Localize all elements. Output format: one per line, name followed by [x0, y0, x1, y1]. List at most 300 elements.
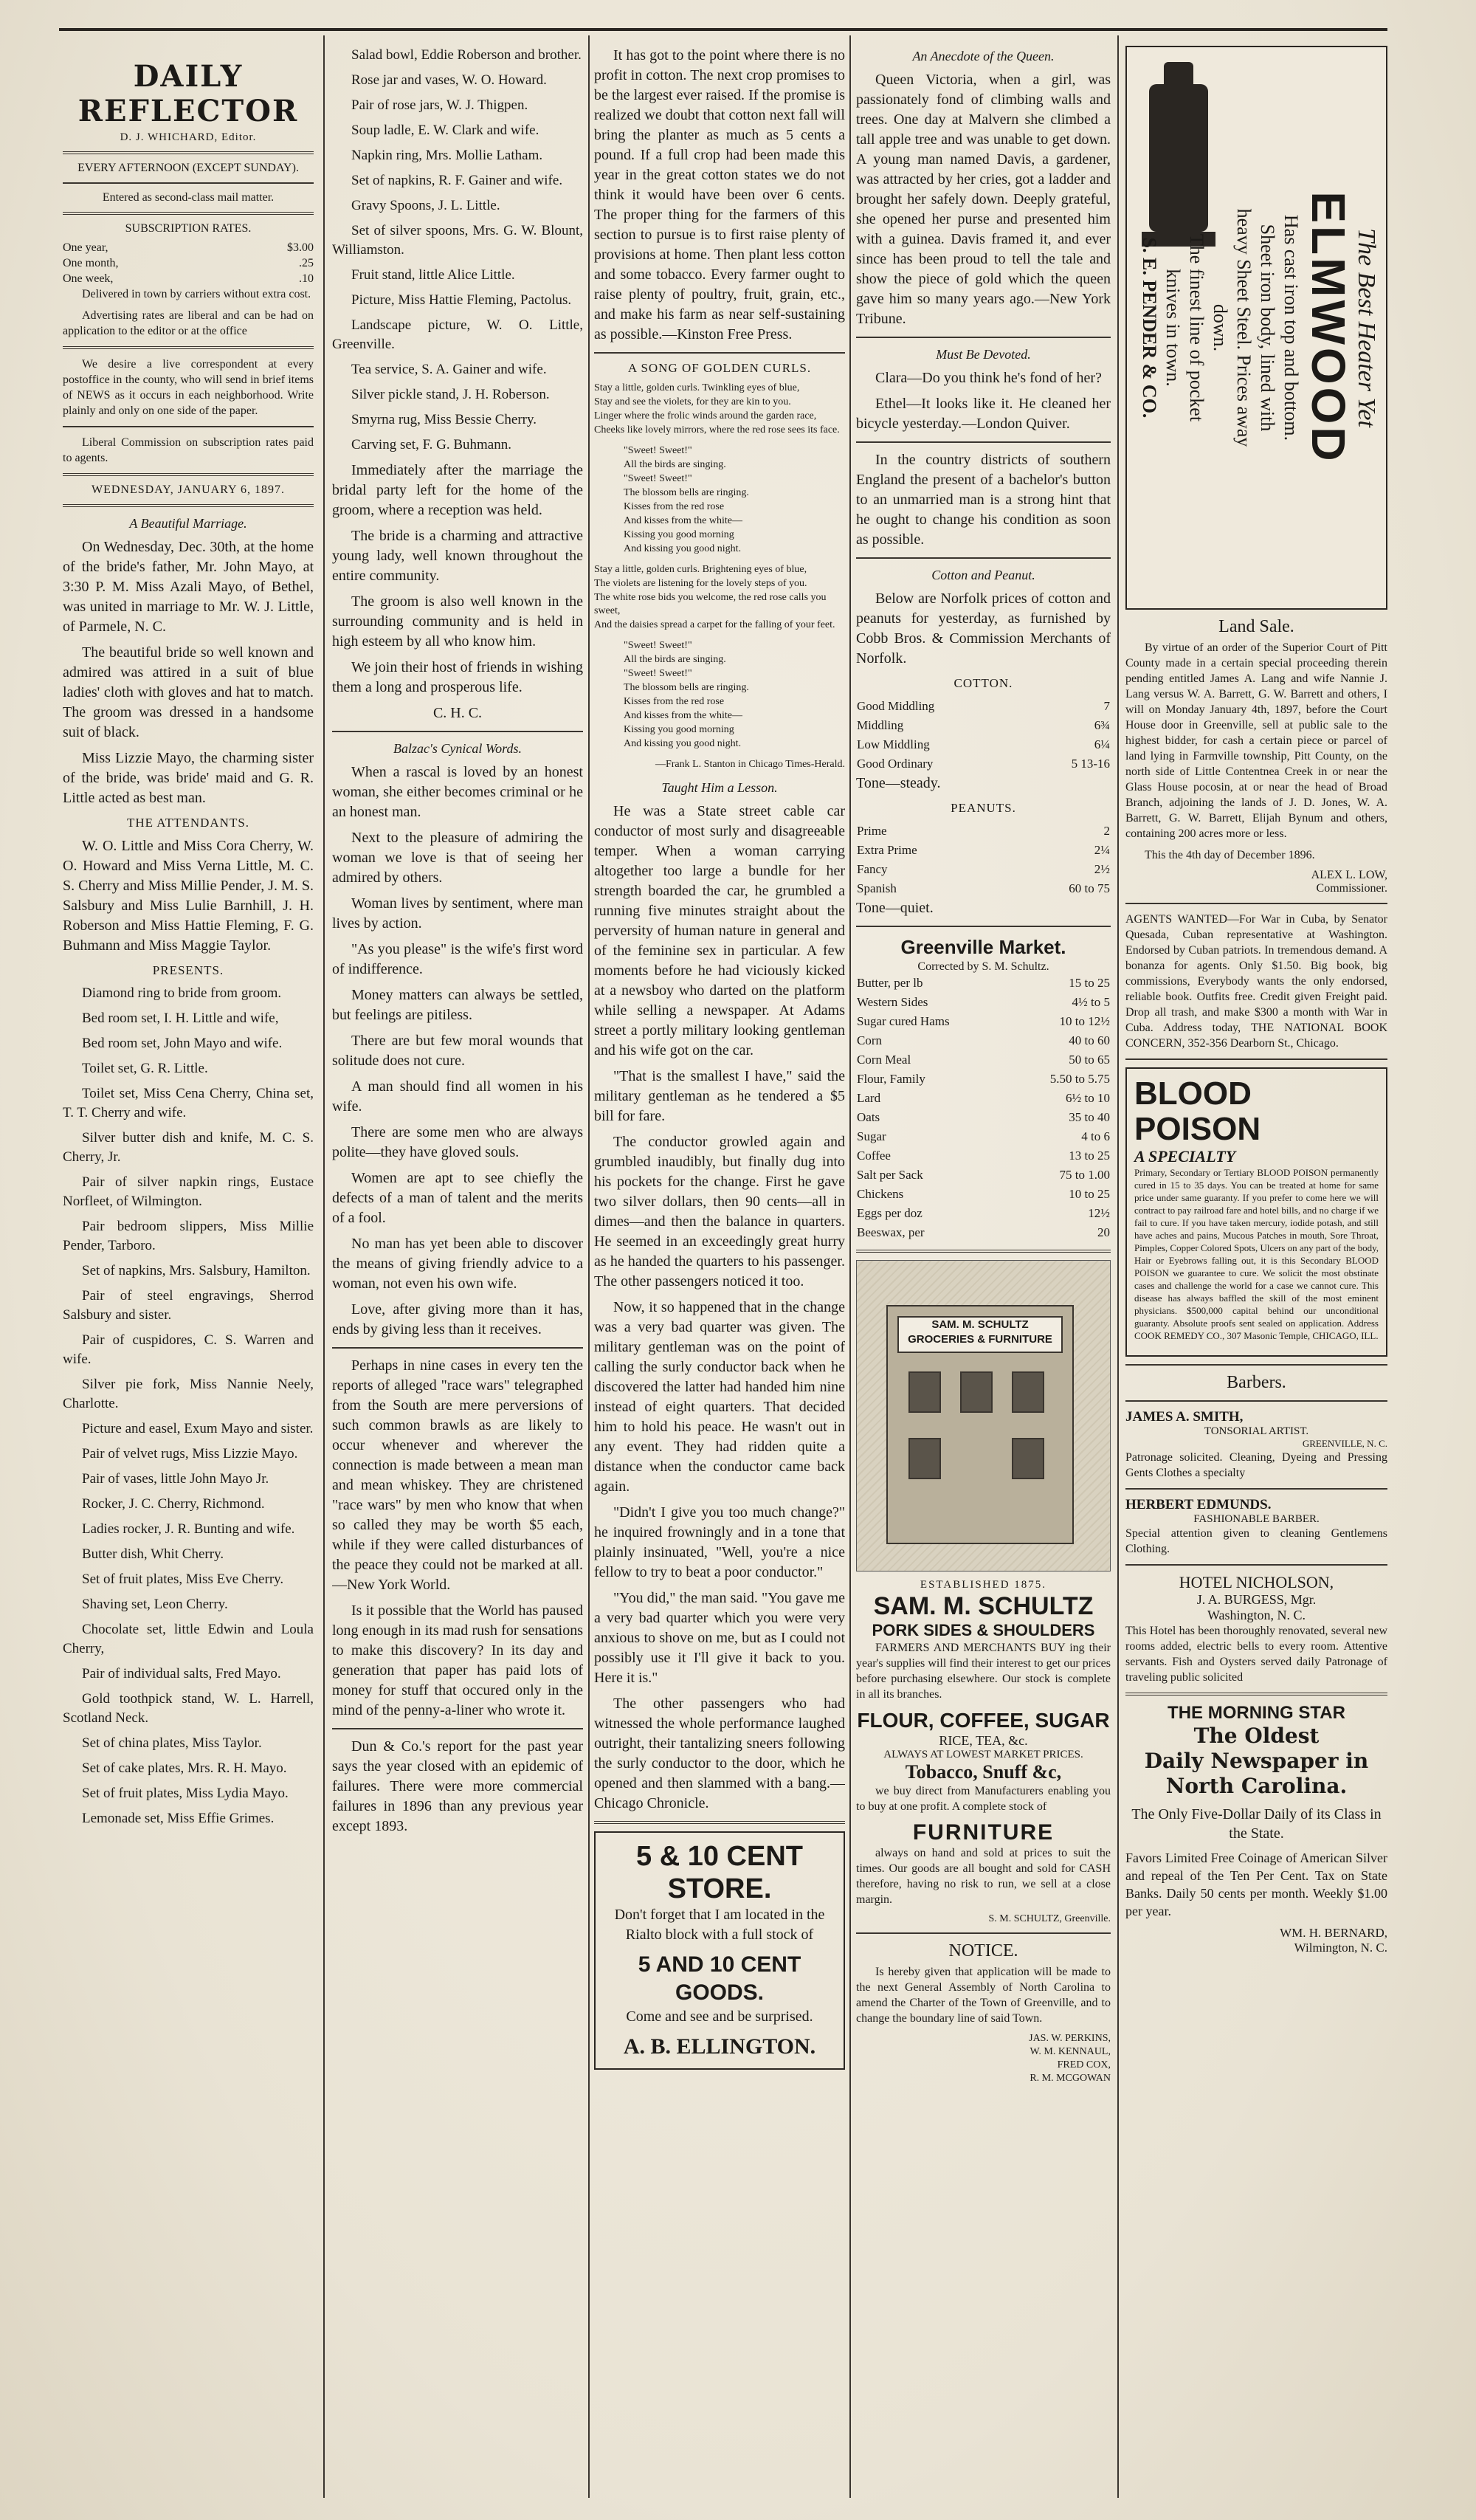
present-item: Shaving set, Leon Cherry. — [82, 1597, 228, 1612]
elmwood-line: The finest line of pocket — [1186, 233, 1207, 422]
price-row — [856, 879, 1111, 898]
store-sign: SAM. M. SCHULTZ GROCERIES & FURNITURE — [897, 1316, 1063, 1353]
price-label: Oats — [857, 1110, 880, 1124]
price-label: Coffee — [857, 1149, 891, 1163]
present-item: Soup ladle, E. W. Clark and wife. — [351, 123, 539, 138]
schultz-sign: S. M. SCHULTZ, Greenville. — [988, 1913, 1111, 1924]
schultz-text: FARMERS AND MERCHANTS BUY ing their year's supplies will find their interest to get our prices before purchasing elsewhere. Our stock is complete in all its branches. — [856, 1642, 1111, 1701]
price-row — [856, 1185, 1111, 1204]
price-row — [856, 1223, 1111, 1242]
divider — [1125, 1058, 1387, 1060]
price-value: 6½ to 10 — [1066, 1091, 1110, 1105]
price-label: Middling — [857, 718, 904, 732]
store-window — [908, 1438, 941, 1479]
price-value: 13 to 25 — [1069, 1149, 1110, 1163]
price-label: Fancy — [857, 862, 888, 876]
lesson-paragraph: "You did," the man said. "You gave me a very bad quarter which you were very anxious to shove on me, but as I could not possibly use it I'll give it back to you. Here it is." — [594, 1590, 845, 1686]
top-rule — [59, 28, 1387, 31]
price-value: 10 to 12½ — [1059, 1014, 1110, 1028]
poem-title: A SONG OF GOLDEN CURLS. — [627, 361, 812, 375]
store-window — [1012, 1371, 1044, 1413]
schultz-line: FURNITURE — [912, 1820, 1055, 1845]
landsale-title: Land Sale. — [1218, 617, 1294, 636]
divider — [63, 504, 314, 507]
article-paragraph: Queen Victoria, when a girl, was passionately fond of climbing walls and trees. One day at Malvern she climbed a tall apple tree and was unable to get down. A young man named Davis, a gardener, was attracted by her cries, got a ladder and brought her safely down. Deeply grateful, she opened her purse and presented him with a guinea. Davis framed it, and ever since has been proud to tell the tale and show the piece of gold which the queen gave him so many years ago.—New York Tribune. — [856, 72, 1111, 327]
star-line: The Only Five-Dollar Daily of its Class in the State. — [1131, 1806, 1382, 1842]
elmwood-line: heavy Sheet Steel. Prices away — [1233, 208, 1255, 447]
market-corrected: Corrected by S. M. Schultz. — [917, 960, 1049, 973]
price-value: 2½ — [1094, 862, 1110, 876]
present-item: Chocolate set, little Edwin and Loula Cherry, — [63, 1622, 314, 1656]
correspondent-notice: We desire a live correspondent at every postoffice in the county, who will send in brief items of NEWS as it occurs in each neighborhood. Write plainly and only on one side of the paper. — [63, 358, 314, 417]
price-row — [856, 841, 1111, 860]
present-item: Rocker, J. C. Cherry, Richmond. — [82, 1496, 265, 1512]
present-item: Lemonade set, Miss Effie Grimes. — [82, 1811, 275, 1826]
price-label: Extra Prime — [857, 843, 917, 857]
divider — [332, 1347, 583, 1349]
price-value: 50 to 65 — [1069, 1053, 1110, 1067]
rate-row: One week, .10 — [63, 272, 314, 285]
price-value: 60 to 75 — [1069, 881, 1110, 895]
poem-line: Kissing you good morning — [624, 529, 734, 540]
rate-row: One year, $3.00 — [63, 241, 314, 254]
article-paragraph: It has got to the point where there is no profit in cotton. The next crop promises to be the largest ever raised. If the promise is realized we doubt that cotton next fall will bring the planter as much as 5 cents a pound. If a full crop had been made this year in the great cotton states we do not think it would have been over 6 cents. The proper thing for the farmers of this section to pursue is to first raise plenty of provisions at home. Then plant less cotton and some tobacco. Every farmer ought to raise plenty of poultry, fruit, grain, etc., and make his farm as near self-sustaining as possible.—Kinston Free Press. — [594, 47, 845, 342]
price-value: 2 — [1103, 824, 1110, 838]
price-value: 40 to 60 — [1069, 1033, 1110, 1047]
store-illustration — [856, 1260, 1111, 1571]
divider — [63, 182, 314, 184]
poem-line: Kisses from the red rose — [624, 501, 725, 512]
price-label: Flour, Family — [857, 1072, 925, 1086]
article-paragraph: The groom is also well known in the surrounding community and is held in high esteem by all who know him. — [332, 593, 583, 650]
notice-name: W. M. KENNAUL, — [1030, 2046, 1111, 2057]
price-label: Corn — [857, 1033, 882, 1047]
rates-title: SUBSCRIPTION RATES. — [125, 222, 252, 235]
poem-stanza — [594, 563, 845, 632]
column-rule — [588, 35, 590, 2498]
bloodpoison-text: Primary, Secondary or Tertiary BLOOD POISON permanently cured in 15 to 35 days. You can be treated at home for same price under same guaranty. If you prefer to come here we will contract to pay railroad fare and hotel bills, and no charge if we fail to cure. If you have taken mercury, iodide potash, and still have aches and pains, Mucous Patches in mouth, Sore Throat, Pimples, Copper Colored Spots, Ulcers on any part of the body, Hair or Eyebrows falling out, it is this Secondary BLOOD POISON we guarantee to cure. We solicit the most obstinate cases and challenge the world for a case we cannot cure. This disease has always baffled the skill of the most eminent physicians. $500,000 capital behind our unconditional guaranty. Absolute proofs sent sealed on application. Address COOK REMEDY CO., 307 Masonic Temple, CHICAGO, ILL. — [1134, 1167, 1379, 1341]
present-item: Picture, Miss Hattie Fleming, Pactolus. — [351, 292, 572, 308]
present-item: Silver pickle stand, J. H. Roberson. — [351, 387, 550, 402]
balzac-paragraph: There are but few moral wounds that solitude does not cure. — [332, 1033, 583, 1069]
notice-name: JAS. W. PERKINS, — [1029, 2033, 1111, 2044]
peanut-table — [856, 822, 1111, 898]
article-paragraph: Below are Norfolk prices of cotton and peanuts for yesterday, as furnished by Cobb Bros. & Commission Merchants of Norfolk. — [856, 591, 1111, 667]
balzac-paragraph: Woman lives by sentiment, where man lives by action. — [332, 895, 583, 932]
article-paragraph: In the country districts of southern England the present of a bachelor's button to an unmarried man is a strong hint that he ought to change his condition as soon as possible. — [856, 452, 1111, 548]
bloodpoison-ad — [1125, 1067, 1387, 1357]
article-paragraph: Immediately after the marriage the bridal party left for the home of the groom, where a reception was held. — [332, 462, 583, 518]
present-item: Set of fruit plates, Miss Lydia Mayo. — [82, 1786, 289, 1801]
divider — [856, 1932, 1111, 1934]
elmwood-sign: S. E. PENDER & CO. — [1139, 237, 1160, 419]
divider — [1125, 1364, 1387, 1366]
price-value: 4 to 6 — [1081, 1129, 1110, 1143]
present-item: Set of silver spoons, Mrs. G. W. Blount, Williamston. — [332, 223, 583, 258]
barber-role: TONSORIAL ARTIST. — [1204, 1425, 1309, 1437]
divider — [332, 731, 583, 732]
divider — [63, 473, 314, 476]
poem-stanza — [594, 639, 845, 751]
ellington-goods: 5 AND 10 CENT GOODS. — [638, 1952, 801, 2005]
barber-text: Patronage solicited. Cleaning, Dyeing and Pressing Gents Clothes a specialty — [1125, 1451, 1387, 1479]
present-item: Butter dish, Whit Cherry. — [82, 1546, 224, 1562]
column-2 — [332, 46, 583, 2498]
poem-line: The blossom bells are ringing. — [624, 487, 749, 498]
presents-list — [63, 984, 314, 1828]
ellington-text: Come and see and be surprised. — [626, 2008, 813, 2025]
present-item: Ladies rocker, J. R. Bunting and wife. — [82, 1521, 295, 1537]
star-line: North Carolina. — [1165, 1774, 1348, 1798]
present-item: Silver pie fork, Miss Nannie Neely, Charlotte. — [63, 1377, 314, 1411]
hotel-manager: J. A. BURGESS, Mgr. — [1196, 1592, 1317, 1607]
article-paragraph: We join their host of friends in wishing them a long and prosperous life. — [332, 659, 583, 695]
poem-line: Cheeks like lovely mirrors, where the red rose sees its face. — [594, 424, 840, 436]
article-paragraph: Is it possible that the World has paused long enough in its mad rush for sensations to make this discovery? In its day and generation that paper has paid lots of money for stuff that occured only in the mind of the penny-a-liner who wrote it. — [332, 1602, 583, 1718]
divider — [332, 1728, 583, 1729]
poem-line: "Sweet! Sweet!" — [624, 445, 692, 456]
price-row — [856, 1070, 1111, 1089]
lesson-paragraph: The other passengers who had witnessed the whole performance laughed outright, their tantalizing sneers following the surly conductor to the door, which he opened and then slammed with a bang.—Chicago Chronicle. — [594, 1696, 845, 1811]
article-title: Taught Him a Lesson. — [661, 780, 778, 795]
poem-line: And kisses from the white— — [624, 515, 742, 526]
ellington-title: 5 & 10 CENT STORE. — [636, 1841, 803, 1904]
price-value: 35 to 40 — [1069, 1110, 1110, 1124]
column-rule — [323, 35, 325, 2498]
price-value: 7 — [1103, 699, 1110, 713]
present-item: Pair of velvet rugs, Miss Lizzie Mayo. — [82, 1446, 298, 1462]
price-label: Salt per Sack — [857, 1168, 923, 1182]
present-item: Bed room set, I. H. Little and wife, — [82, 1011, 279, 1026]
price-value: 75 to 1.00 — [1059, 1168, 1110, 1182]
price-row — [856, 974, 1111, 993]
poem-line: And the daisies spread a carpet for the falling of your feet. — [594, 619, 835, 630]
present-item: Salad bowl, Eddie Roberson and brother. — [351, 47, 582, 63]
barbers-title: Barbers. — [1227, 1373, 1286, 1392]
price-label: Corn Meal — [857, 1053, 911, 1067]
price-label: Beeswax, per — [857, 1225, 925, 1239]
column-4 — [856, 46, 1111, 2498]
price-label: Good Middling — [857, 699, 935, 713]
dateline: WEDNESDAY, JANUARY 6, 1897. — [92, 483, 285, 496]
landsale-date: This the 4th day of December 1896. — [1145, 849, 1315, 861]
price-value: 6¼ — [1094, 737, 1110, 751]
ellington-text: Don't forget that I am located in the Rialto block with a full stock of — [614, 1907, 825, 1943]
poem-line: And kissing you good night. — [624, 543, 742, 554]
star-line: Daily Newspaper in — [1144, 1749, 1369, 1773]
lesson-paragraph: The conductor growled again and grumbled inaudibly, but finally dug into his pockets for the change. First he gave two silver dollars, then 90 cents—all in dimes—and then the balance in quarters. He seemed in an exceedingly great hurry as he handed the quarters to his passenger. The other passengers noticed it too. — [594, 1134, 845, 1290]
masthead-editor: D. J. WHICHARD, Editor. — [120, 131, 257, 143]
agents-ad: AGENTS WANTED—For War in Cuba, by Senator Quesada, Cuban representative at Washington. Endorsed by Cuban patriots. In tremendous demand. A bonanza for agents. Only $1.50. Big book, big commissions, Everybody wants the only endorsed, reliable book. Outfits free. Credit given Freight paid. Drop all trash, and make $300 a month with War in Cuba. Address today, THE NATIONAL BOOK CONCERN, 352-356 Dearborn St., Chicago. — [1125, 913, 1387, 1050]
section-heading: COTTON. — [953, 676, 1013, 690]
price-value: 15 to 25 — [1069, 976, 1110, 990]
poem-line: Linger where the frolic winds around the garden race, — [594, 410, 817, 421]
barber-text: Special attention given to cleaning Gentlemens Clothing. — [1125, 1527, 1387, 1555]
divider — [594, 352, 845, 354]
article-paragraph: Miss Lizzie Mayo, the charming sister of the bride, was bride' maid and G. R. Little acted as best man. — [63, 750, 314, 806]
store-window — [908, 1371, 941, 1413]
article-signature: C. H. C. — [432, 705, 483, 721]
balzac-paragraph: Women are apt to see chiefly the defects of a man of talent and the merits of a fool. — [332, 1170, 583, 1226]
schultz-line: RICE, TEA, &c. — [939, 1733, 1028, 1748]
price-label: Chickens — [857, 1187, 904, 1201]
article-paragraph: W. O. Little and Miss Cora Cherry, W. O. Howard and Miss Verna Little, M. C. S. Cherry and Miss Millie Pender, J. M. S. Salsbury and Miss Lulie Barnhill, J. H. Roberson and Miss Hattie Fleming, F. G. Buhmann and Miss Maggie Taylor. — [63, 838, 314, 954]
divider — [594, 1821, 845, 1824]
rates-advertising: Advertising rates are liberal and can be had on application to the editor or at the office — [63, 309, 314, 337]
divider — [856, 337, 1111, 338]
notice-title: NOTICE. — [948, 1941, 1018, 1960]
present-item: Pair of vases, little John Mayo Jr. — [82, 1471, 269, 1487]
price-value: 20 — [1097, 1225, 1110, 1239]
elmwood-name: ELMWOOD — [1302, 191, 1355, 464]
price-row — [856, 1146, 1111, 1166]
poem-line: Stay a little, golden curls. Brightening eyes of blue, — [594, 564, 807, 575]
hotel-location: Washington, N. C. — [1207, 1608, 1306, 1622]
price-label: Sugar cured Hams — [857, 1014, 950, 1028]
article-paragraph: Dun & Co.'s report for the past year says the year closed with an epidemic of failures. There were more commercial failures in 1896 than any previous year except 1893. — [332, 1738, 583, 1834]
column-rule — [849, 35, 851, 2498]
store-window — [1012, 1438, 1044, 1479]
price-value: 10 to 25 — [1069, 1187, 1110, 1201]
present-item: Set of fruit plates, Miss Eve Cherry. — [82, 1571, 284, 1587]
price-label: Eggs per doz — [857, 1206, 922, 1220]
schultz-line: FLOUR, COFFEE, SUGAR — [857, 1709, 1110, 1732]
barber-role: FASHIONABLE BARBER. — [1193, 1513, 1320, 1525]
barber-name: HERBERT EDMUNDS. — [1125, 1497, 1272, 1512]
present-item: Set of cake plates, Mrs. R. H. Mayo. — [82, 1760, 287, 1776]
ellington-ad — [594, 1831, 845, 2070]
peanut-tone: Tone—quiet. — [856, 900, 934, 916]
poem-line: "Sweet! Sweet!" — [624, 668, 692, 679]
poem-stanza — [594, 444, 845, 556]
price-row — [856, 697, 1111, 716]
present-item: Picture and easel, Exum Mayo and sister. — [82, 1421, 314, 1436]
poem-body — [594, 382, 845, 751]
article-title: A Beautiful Marriage. — [129, 516, 247, 531]
section-heading: THE ATTENDANTS. — [126, 816, 250, 830]
price-row — [856, 1108, 1111, 1127]
poem-line: Stay and see the violets, for they are kin to you. — [594, 396, 791, 407]
price-label: Good Ordinary — [857, 757, 934, 771]
present-item: Bed room set, John Mayo and wife. — [82, 1036, 283, 1051]
column-5 — [1125, 46, 1387, 2498]
rates-delivered: Delivered in town by carriers without extra cost. — [82, 288, 311, 300]
article-paragraph: On Wednesday, Dec. 30th, at the home of the bride's father, Mr. John Mayo, at 3:30 P. M. Miss Azali Mayo, of Bethel, was united in marriage to Mr. W. J. Little, of Parmele, N. C. — [63, 539, 314, 635]
poem-line: All the birds are singing. — [624, 654, 726, 665]
masthead-title: DAILY REFLECTOR — [77, 59, 299, 128]
price-row — [856, 754, 1111, 774]
poem-line: The blossom bells are ringing. — [624, 682, 749, 693]
ellington-name: A. B. ELLINGTON. — [623, 2034, 816, 2059]
poem-line: And kissing you good night. — [624, 738, 742, 749]
rates-list — [63, 240, 314, 286]
divider — [1125, 1693, 1387, 1696]
star-sign: WM. H. BERNARD, — [1280, 1926, 1387, 1940]
article-paragraph: Ethel—It looks like it. He cleaned her bicycle yesterday.—London Quiver. — [856, 396, 1111, 432]
market-table — [856, 974, 1111, 1242]
present-item: Fruit stand, little Alice Little. — [351, 267, 515, 283]
lesson-paragraph: "Didn't I give you too much change?" he inquired frowningly and in a tone that plainly insinuated, "Well, you're a nice fellow to try to beat a poor conductor." — [594, 1504, 845, 1580]
article-title: Cotton and Peanut. — [931, 568, 1035, 582]
star-location: Wilmington, N. C. — [1294, 1941, 1387, 1955]
notice-name: R. M. MCGOWAN — [1030, 2073, 1111, 2084]
store-window — [960, 1371, 993, 1413]
present-item: Set of napkins, R. F. Gainer and wife. — [351, 173, 563, 188]
poem-author: —Frank L. Stanton in Chicago Times-Herald. — [655, 759, 845, 770]
present-item: Smyrna rug, Miss Bessie Cherry. — [351, 412, 537, 427]
price-value: 5 13-16 — [1071, 757, 1110, 771]
price-value: 4½ to 5 — [1072, 995, 1110, 1009]
lesson-paragraph: He was a State street cable car conductor of most surly and disagreeable temper. When a woman carrying altogether too large a bundle for her strength boarded the car, he grumbled a running five minutes straight about the perversity of human nature in general and of the feminine sex in particular. A few moments before he had viciously kicked at a newsboy who darted on the platform while selling a newspaper. At Adams street a portly military looking gentleman and his wife got on the car. — [594, 803, 845, 1058]
hotel-name: HOTEL NICHOLSON, — [1179, 1573, 1334, 1591]
notice-names — [856, 2032, 1111, 2085]
price-label: Prime — [857, 824, 887, 838]
article-title: An Anecdote of the Queen. — [912, 49, 1055, 63]
present-item: Set of china plates, Miss Taylor. — [82, 1735, 262, 1751]
price-row — [856, 1089, 1111, 1108]
price-value: 5.50 to 5.75 — [1049, 1072, 1110, 1086]
present-item: Pair of cuspidores, C. S. Warren and wife. — [63, 1332, 314, 1367]
schultz-line: PORK SIDES & SHOULDERS — [872, 1621, 1095, 1639]
elmwood-line: down. — [1210, 303, 1231, 352]
barber-name: JAMES A. SMITH, — [1125, 1409, 1244, 1425]
balzac-paragraph: No man has yet been able to discover the means of giving friendly advice to a woman, not even his own wife. — [332, 1236, 583, 1292]
article-paragraph: The bride is a charming and attractive young lady, well known throughout the entire community. — [332, 528, 583, 584]
poem-line: All the birds are singing. — [624, 459, 726, 470]
schultz-line: ALWAYS AT LOWEST MARKET PRICES. — [883, 1749, 1083, 1760]
divider — [1125, 1564, 1387, 1566]
present-item: Pair bedroom slippers, Miss Millie Pender, Tarboro. — [63, 1219, 314, 1253]
present-item: Pair of steel engravings, Sherrod Salsbury and sister. — [63, 1288, 314, 1323]
column-3 — [594, 46, 845, 2498]
price-row — [856, 716, 1111, 735]
price-value: 12½ — [1088, 1206, 1110, 1220]
present-item: Set of napkins, Mrs. Salsbury, Hamilton. — [82, 1263, 311, 1278]
balzac-paragraph: There are some men who are always polite—they have gloved souls. — [332, 1124, 583, 1160]
price-row — [856, 1012, 1111, 1031]
present-item: Gold toothpick stand, W. L. Harrell, Scotland Neck. — [63, 1691, 314, 1726]
present-item: Pair of rose jars, W. J. Thigpen. — [351, 97, 528, 113]
landsale-role: Commissioner. — [1316, 882, 1387, 895]
present-item: Rose jar and vases, W. O. Howard. — [351, 72, 547, 88]
price-label: Lard — [857, 1091, 881, 1105]
balzac-paragraph: A man should find all women in his wife. — [332, 1078, 583, 1115]
price-label: Western Sides — [857, 995, 928, 1009]
present-item: Diamond ring to bride from groom. — [82, 985, 282, 1001]
price-row — [856, 735, 1111, 754]
divider — [856, 441, 1111, 443]
cotton-tone: Tone—steady. — [856, 775, 941, 791]
divider — [856, 1250, 1111, 1253]
divider — [63, 346, 314, 349]
present-item: Toilet set, Miss Cena Cherry, China set, T. T. Cherry and wife. — [63, 1086, 314, 1120]
presents-list — [332, 46, 583, 455]
hotel-text: This Hotel has been thoroughly renovated, several new rooms added, electric bells to every room. Attentive servants. Fish and Oysters served daily Patronage of traveling public solicited — [1125, 1625, 1387, 1684]
price-label: Spanish — [857, 881, 897, 895]
commission-notice: Liberal Commission on subscription rates paid to agents. — [63, 436, 314, 464]
poem-stanza — [594, 382, 845, 437]
present-item: Landscape picture, W. O. Little, Greenville. — [332, 317, 583, 352]
notice-name: FRED COX, — [1057, 2059, 1111, 2070]
divider — [63, 151, 314, 154]
price-label: Sugar — [857, 1129, 886, 1143]
present-item: Pair of silver napkin rings, Eustace Norfleet, of Wilmington. — [63, 1174, 314, 1209]
article-title: Must Be Devoted. — [936, 347, 1031, 362]
bloodpoison-title: BLOOD POISON — [1134, 1075, 1261, 1147]
schultz-established: ESTABLISHED 1875. — [920, 1579, 1047, 1591]
divider — [1125, 1488, 1387, 1490]
landsale-sign: ALEX L. LOW, — [1311, 869, 1387, 881]
price-row — [856, 1204, 1111, 1223]
elmwood-best: The Best Heater Yet — [1353, 228, 1380, 427]
divider — [856, 926, 1111, 927]
poem-line: The white rose bids you welcome, the red rose calls you sweet, — [594, 592, 827, 616]
section-heading: PEANUTS. — [951, 801, 1016, 815]
present-item: Gravy Spoons, J. L. Little. — [351, 198, 500, 213]
poem-line: And kisses from the white— — [624, 710, 742, 721]
lesson-body — [594, 802, 845, 1814]
price-label: Butter, per lb — [857, 976, 923, 990]
rate-row: One month, .25 — [63, 257, 314, 269]
price-row — [856, 1127, 1111, 1146]
present-item: Toilet set, G. R. Little. — [82, 1061, 208, 1076]
schultz-line: Tobacco, Snuff &c, — [905, 1761, 1062, 1783]
poem-line: Kissing you good morning — [624, 724, 734, 735]
lesson-paragraph: Now, it so happened that in the change was a very bad quarter was given. The military gentleman was on the point of calling the surly conductor back when he discovered the latter had handed him nine instead of eight quarters. That decided him to hold his peace. He wasn't out in any event. They had ridden quite a distance when the conductor came back again. — [594, 1299, 845, 1495]
price-row — [856, 1050, 1111, 1070]
price-row — [856, 993, 1111, 1012]
market-title: Greenville Market. — [900, 936, 1066, 958]
notice-text: Is hereby given that application will be made to the next General Assembly of North Carolina to amend the Charter of the Town of Greenville, and to change the boundary line of said Town. — [856, 1966, 1111, 2025]
elmwood-ad — [1125, 46, 1387, 610]
star-text: Favors Limited Free Coinage of American Silver and repeal of the Ten Per Cent. Tax on State Banks. Daily 50 cents per month. Weekly $1.00 per year. — [1125, 1851, 1387, 1918]
divider — [63, 212, 314, 215]
column-1 — [63, 46, 314, 2498]
schultz-text: we buy direct from Manufacturers enabling you to buy at one profit. A complete stock of — [856, 1785, 1111, 1813]
section-heading: PRESENTS. — [152, 963, 224, 977]
bloodpoison-sub: A SPECIALTY — [1134, 1147, 1236, 1166]
present-item: Pair of individual salts, Fred Mayo. — [82, 1666, 281, 1681]
price-row — [856, 1031, 1111, 1050]
divider — [856, 557, 1111, 559]
elmwood-line: Sheet iron body, lined with — [1257, 224, 1278, 432]
balzac-paragraph: When a rascal is loved by an honest woman, she either becomes criminal or he an honest man. — [332, 764, 583, 820]
poem-line: "Sweet! Sweet!" — [624, 473, 692, 484]
divider — [63, 426, 314, 427]
schultz-text: always on hand and sold at prices to suit the times. Our goods are all bought and sold for CASH therefore, having no risk to run, we sell at a close margin. — [856, 1847, 1111, 1906]
barber-location: GREENVILLE, N. C. — [1302, 1438, 1387, 1449]
present-item: Napkin ring, Mrs. Mollie Latham. — [351, 148, 543, 163]
poem-line: Kisses from the red rose — [624, 696, 725, 707]
balzac-paragraph: Next to the pleasure of admiring the woman we love is that of seeing her admired by others. — [332, 830, 583, 886]
balzac-list — [332, 762, 583, 1340]
article-paragraph: Clara—Do you think he's fond of her? — [875, 370, 1102, 386]
elmwood-text — [1139, 55, 1380, 601]
present-item: Tea service, S. A. Gainer and wife. — [351, 362, 547, 377]
divider — [1125, 1400, 1387, 1402]
poem-line: Stay a little, golden curls. Twinkling eyes of blue, — [594, 382, 800, 393]
star-title: THE MORNING STAR — [1168, 1703, 1345, 1723]
price-row — [856, 860, 1111, 879]
present-item: Carving set, F. G. Buhmann. — [351, 437, 511, 452]
price-value: 2¼ — [1094, 843, 1110, 857]
article-title: Balzac's Cynical Words. — [393, 741, 522, 756]
masthead-schedule: EVERY AFTERNOON (EXCEPT SUNDAY). — [77, 162, 299, 174]
balzac-paragraph: "As you please" is the wife's first word of indifference. — [332, 941, 583, 977]
article-paragraph: The beautiful bride so well known and admired was attired in a suit of blue ladies' cloth with gloves and hat to match. The groom was dressed in a handsome suit of black. — [63, 644, 314, 740]
landsale-text: By virtue of an order of the Superior Court of Pitt County made in a certain special proceeding therein pending entitled James A. Lang and wife Nannie J. Lang versus W. A. Barrett, G. W. Barrett and others, I will on Monday January 4th, 1897, before the Court House door in Greenville, sell at public sale to the highest bidder, for cash a certain piece or parcel of land lying in Farmville township, Pitt County, on the north side of Little Contentnea Creek in or near the Glass House pocosin, at or near the head of Broad Branch, adjoining the lands of J. D. Jones, W. A. Barrett, G. W. Barrett, Elijah Bynum and others, containing 200 acres more or less. — [1125, 641, 1387, 840]
schultz-name: SAM. M. SCHULTZ — [873, 1592, 1094, 1620]
